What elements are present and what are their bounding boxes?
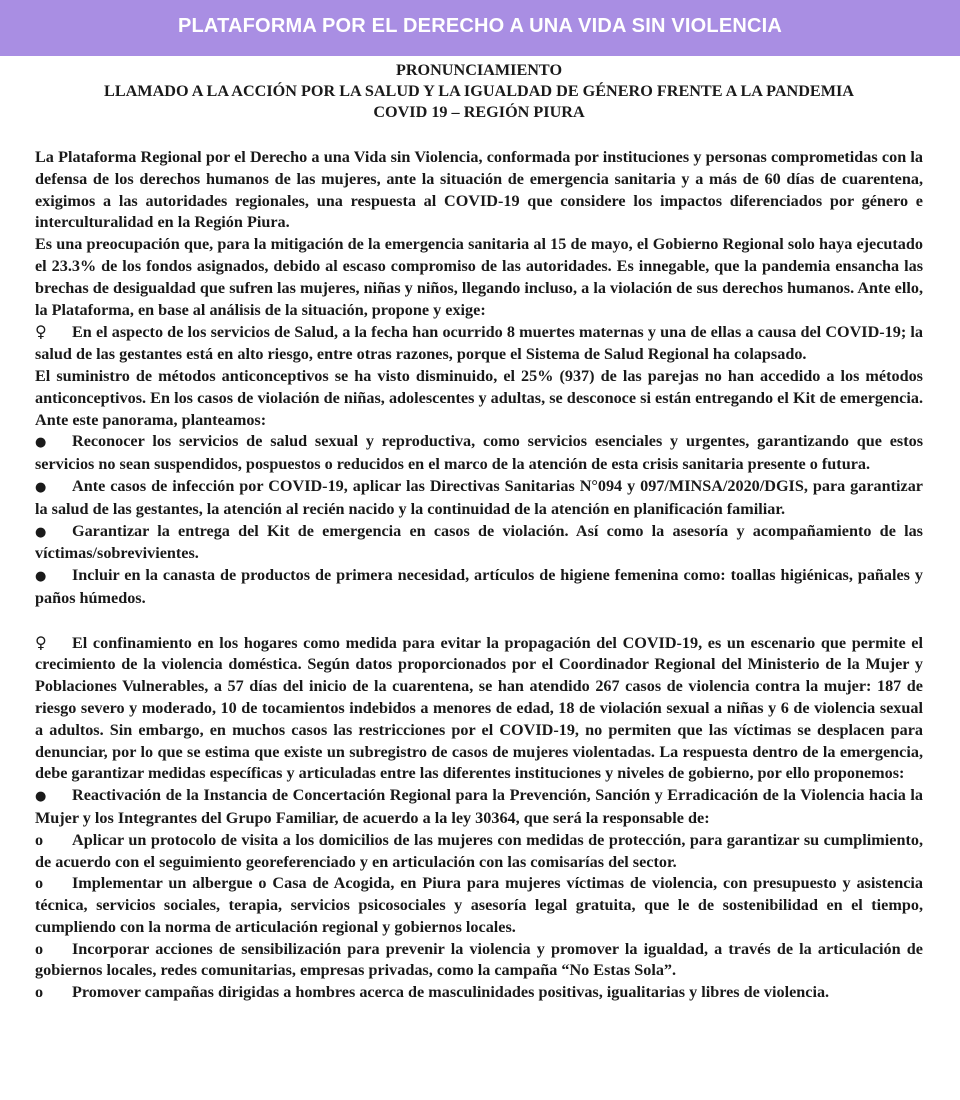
sub-item [35,939,923,983]
bullet-item [35,431,923,476]
circle-bullet-icon: o [35,830,44,849]
bullet-item [35,476,923,521]
document-body [35,147,923,1004]
bullet-item [35,785,923,830]
sub-item [35,873,923,938]
paragraph-text: El confinamiento en los hogares como medida para evitar la propagación del COVID-19, es un escenario que permite el crecimiento de la violencia doméstica. Según datos proporcionados por el Coordinador Regional del Ministerio de la Mujer y Poblaciones Vulnerables, a 57 días del inicio de la cuarentena, se han atendido 267 casos de violencia contra la mujer: 187 de riesgo severo y moderado, 10 de tocamientos indebidos a menores de edad, 18 de violación sexual a niñas y 6 de violencia sexual a adultos. Sin embargo, en muchos casos las restricciones por el COVID-19, no permiten que las víctimas se desplacen para denunciar, por lo que se estima que existe un subregistro de casos de mujeres violentadas. La respuesta dentro de la emergencia, debe garantizar medidas específicas y articuladas entre las diferentes instituciones y niveles de gobierno, por ello proponemos: [35,633,923,783]
venus-symbol-icon: ♀ [35,322,47,342]
bullet-icon: ● [35,789,47,805]
section-paragraph [35,321,923,366]
document-heading [5,60,953,123]
paragraph [35,234,923,321]
venus-symbol-icon: ♀ [35,632,47,652]
paragraph-text: Incorporar acciones de sensibilización para prevenir la violencia y promover la igualdad, a través de la articulación de gobiernos locales, redes comunitarias, empresas privadas, como la campaña “No Estas Sola”. [35,939,923,980]
section-paragraph [35,632,923,786]
heading-line-1: PRONUNCIAMIENTO [395,61,563,79]
paragraph-text: Implementar un albergue o Casa de Acogida, en Piura para mujeres víctimas de violencia, con presupuesto y asistencia técnica, servicios sociales, terapia, servicios psicosociales y asesoría legal gratuita, que le de sostenibilidad en el tiempo, cumpliendo con la norma de articulación regional y gobiernos locales. [35,874,923,936]
paragraph-text: Reconocer los servicios de salud sexual y reproductiva, como servicios esenciales y urgentes, garantizando que estos servicios no sean suspendidos, pospuestos o reducidos en el marco de la atención de esta crisis sanitaria presente o futura. [35,432,923,474]
paragraph-text: Es una preocupación que, para la mitigación de la emergencia sanitaria al 15 de mayo, el Gobierno Regional solo haya ejecutado el 23.3% de los fondos asignados, debido al escaso compromiso de las autoridades. Es innegable, que la pandemia ensancha las brechas de desigualdad que sufren las mujeres, niñas y niños, llegando incluso, a la violación de sus derechos humanos. Ante ello, la Plataforma, en base al análisis de la situación, propone y exige: [35,235,923,319]
sub-item [35,982,923,1004]
bullet-icon: ● [35,569,47,585]
paragraph-text: Reactivación de la Instancia de Concertación Regional para la Prevención, Sanción y Erradicación de la Violencia hacia la Mujer y los Integrantes del Grupo Familiar, de acuerdo a la ley 30364, que será la responsable de: [35,786,923,827]
circle-bullet-icon: o [35,983,44,1002]
sub-item [35,830,923,874]
paragraph-text: El suministro de métodos anticonceptivos se ha visto disminuido, el 25% (937) de las parejas no han accedido a los métodos anticonceptivos. En los casos de violación de niñas, adolescentes y adultas, se desconoce si están entregando el Kit de emergencia. Ante este panorama, planteamos: [35,366,923,429]
paragraph-text: Promover campañas dirigidas a hombres acerca de masculinidades positivas, igualitarias y libres de violencia. [72,983,830,1002]
banner-title: PLATAFORMA POR EL DERECHO A UNA VIDA SIN VIOLENCIA [0,0,960,56]
circle-bullet-icon: o [35,874,44,893]
paragraph-text: Garantizar la entrega del Kit de emergencia en casos de violación. Así como la asesoría y acompañamiento de las víctimas/sobrevivientes. [35,521,923,563]
paragraph-text: Incluir en la canasta de productos de primera necesidad, artículos de higiene femenina como: toallas higiénicas, pañales y paños húmedos. [35,566,923,607]
paragraph [35,147,923,234]
bullet-icon: ● [35,524,47,540]
bullet-icon: ● [35,435,47,451]
document [35,60,923,1004]
bullet-item [35,521,923,566]
bullet-item [35,565,923,610]
heading-line-3: COVID 19 – REGIÓN PIURA [373,103,585,121]
paragraph-text: La Plataforma Regional por el Derecho a una Vida sin Violencia, conformada por instituciones y personas comprometidas con la defensa de los derechos humanos de las mujeres, ante la situación de emergencia sanitaria y a más de 60 días de cuarentena, exigimos a las autoridades regionales, una respuesta al COVID-19 que considere los impactos diferenciados por género e interculturalidad en la Región Piura. [35,148,923,232]
paragraph-text: En el aspecto de los servicios de Salud, a la fecha han ocurrido 8 muertes maternas y una de ellas a causa del COVID-19; la salud de las gestantes está en alto riesgo, entre otras razones, porque el Sistema de Salud Regional ha colapsado. [35,323,923,364]
bullet-icon: ● [35,479,47,495]
paragraph [35,366,923,431]
paragraph-text: Aplicar un protocolo de visita a los domicilios de las mujeres con medidas de protección, para garantizar su cumplimiento, de acuerdo con el seguimiento georeferenciado y en articulación con las comisarías del sector. [35,830,923,871]
circle-bullet-icon: o [35,939,44,958]
paragraph-spacer [35,610,923,632]
heading-line-2: LLAMADO A LA ACCIÓN POR LA SALUD Y LA IGUALDAD DE GÉNERO FRENTE A LA PANDEMIA [104,82,854,100]
paragraph-text: Ante casos de infección por COVID-19, aplicar las Directivas Sanitarias N°094 y 097/MINSA/2020/DGIS, para garantizar la salud de las gestantes, la atención al recién nacido y la continuidad de la atención en planificación familiar. [35,476,923,518]
